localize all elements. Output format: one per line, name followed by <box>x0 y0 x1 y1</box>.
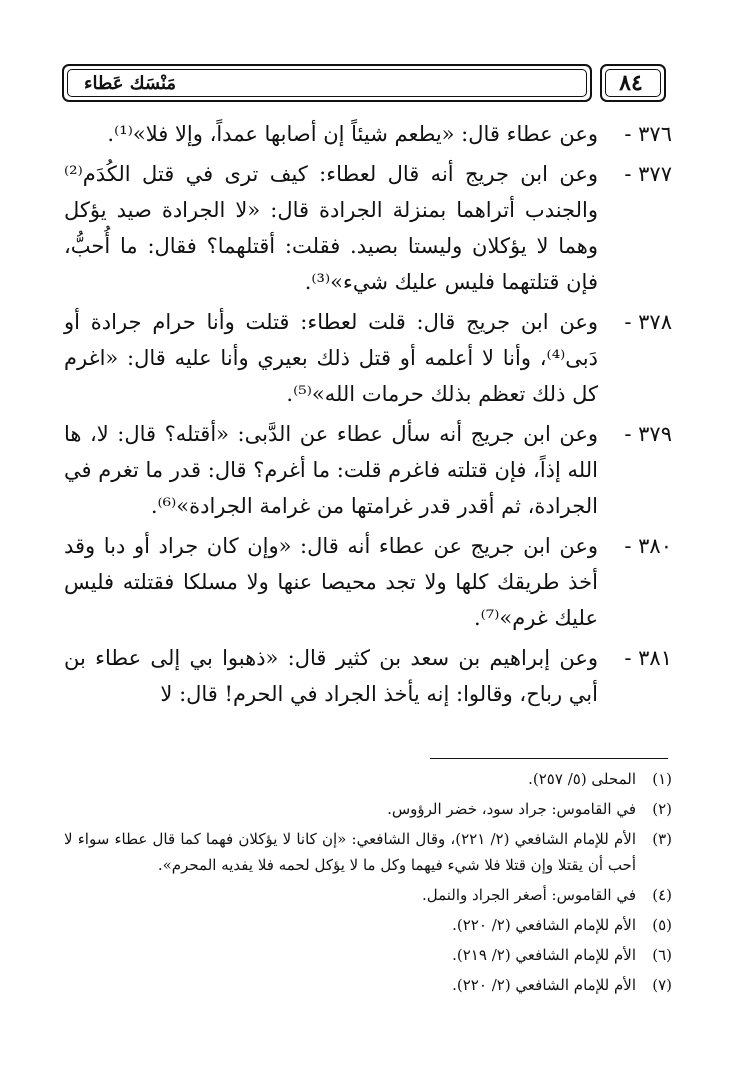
footnote-2 <box>64 796 672 822</box>
entry-text: وعن ابن جريج قال: قلت لعطاء: قتلت وأنا حرام جرادة أو دَبى⁽⁴⁾، وأنا لا أعلمه أو قتل ذلك بعيري وأنا عليه قال: «اغرم كل ذلك تعظم بذلك حرمات الله»⁽⁵⁾. <box>64 310 598 406</box>
entry-text: وعن إبراهيم بن سعد بن كثير قال: «ذهبوا بي إلى عطاء بن أبي رباح، وقالوا: إنه يأخذ الجراد في الحرم! قال: لا <box>64 646 598 706</box>
entry-379 <box>64 416 672 524</box>
entry-number: ٣٧٦ - <box>624 122 672 146</box>
entry-378 <box>64 304 672 412</box>
main-text <box>64 116 672 716</box>
footnote-3 <box>64 826 672 878</box>
entry-text: وعن ابن جريج عن عطاء أنه قال: «وإن كان جراد أو دبا وقد أخذ طريقك كلها ولا تجد محيصا عنها ولا مسلكا فقتلته فليس عليك غرم»⁽⁷⁾. <box>64 534 598 630</box>
footnote-number: (٢) <box>652 800 672 818</box>
footnote-text: في القاموس: أصغر الجراد والنمل. <box>421 886 636 904</box>
entry-number: ٣٨٠ - <box>624 534 672 558</box>
entry-377 <box>64 156 672 300</box>
page-header <box>62 64 666 104</box>
footnote-1 <box>64 766 672 792</box>
footnotes <box>64 766 672 1002</box>
entry-number: ٣٨١ - <box>624 646 672 670</box>
footnote-4 <box>64 882 672 908</box>
page-number-frame <box>600 64 666 102</box>
footnote-text: الأم للإمام الشافعي (٢/ ٢٢٠). <box>452 916 636 934</box>
footnote-number: (٧) <box>652 976 672 994</box>
footnote-7 <box>64 972 672 998</box>
footnote-number: (٣) <box>652 830 672 848</box>
footnote-number: (١) <box>652 770 672 788</box>
footnote-text: في القاموس: جراد سود، خضر الرؤوس. <box>387 800 636 818</box>
entry-number: ٣٧٨ - <box>624 310 672 334</box>
entry-number: ٣٧٩ - <box>624 422 672 446</box>
footnote-number: (٦) <box>652 946 672 964</box>
running-title: مَنْسَك عَطاء <box>84 73 177 94</box>
page-number: ٨٤ <box>619 70 643 96</box>
entry-380 <box>64 528 672 636</box>
footnote-number: (٤) <box>652 886 672 904</box>
footnote-5 <box>64 912 672 938</box>
entry-number: ٣٧٧ - <box>624 162 672 186</box>
entry-text: وعن ابن جريج أنه قال لعطاء: كيف ترى في قتل الكُدَم⁽²⁾ والجندب أتراهما بمنزلة الجرادة قال: «لا الجرادة صيد يؤكل وهما لا يؤكلان وليستا بصيد. فقلت: أقتلهما؟ فقال: ما أُحبُّ، فإن قتلتهما فليس عليك شيء»⁽³⁾. <box>64 162 598 294</box>
footnote-text: الأم للإمام الشافعي (٢/ ٢٢١)، وقال الشافعي: «إن كانا لا يؤكلان فهما كما قال عطاء سواء لا أحب أن يقتلا وإن قتلا فلا شيء فيهما وكل ما لا يؤكل لحمه فلا يفديه المحرم». <box>64 830 636 874</box>
running-title-frame <box>62 64 592 102</box>
footnote-text: الأم للإمام الشافعي (٢/ ٢٢٠). <box>452 976 636 994</box>
entry-text: وعن عطاء قال: «يطعم شيئاً إن أصابها عمداً، وإلا فلا»⁽¹⁾. <box>107 122 598 146</box>
entry-381 <box>64 640 672 712</box>
entry-376 <box>64 116 672 152</box>
footnote-separator <box>430 758 668 759</box>
footnote-text: الأم للإمام الشافعي (٢/ ٢١٩). <box>452 946 636 964</box>
footnote-number: (٥) <box>652 916 672 934</box>
footnote-text: المحلى (٥/ ٢٥٧). <box>528 770 636 788</box>
footnote-6 <box>64 942 672 968</box>
entry-text: وعن ابن جريج أنه سأل عطاء عن الدَّبى: «أقتله؟ قال: لا، ها الله إذاً، فإن قتلته فاغرم قلت: ما أغرم؟ قال: قدر ما تغرم في الجرادة، ثم أقدر قدر غرامتها من غرامة الجرادة»⁽⁶⁾. <box>64 422 598 518</box>
